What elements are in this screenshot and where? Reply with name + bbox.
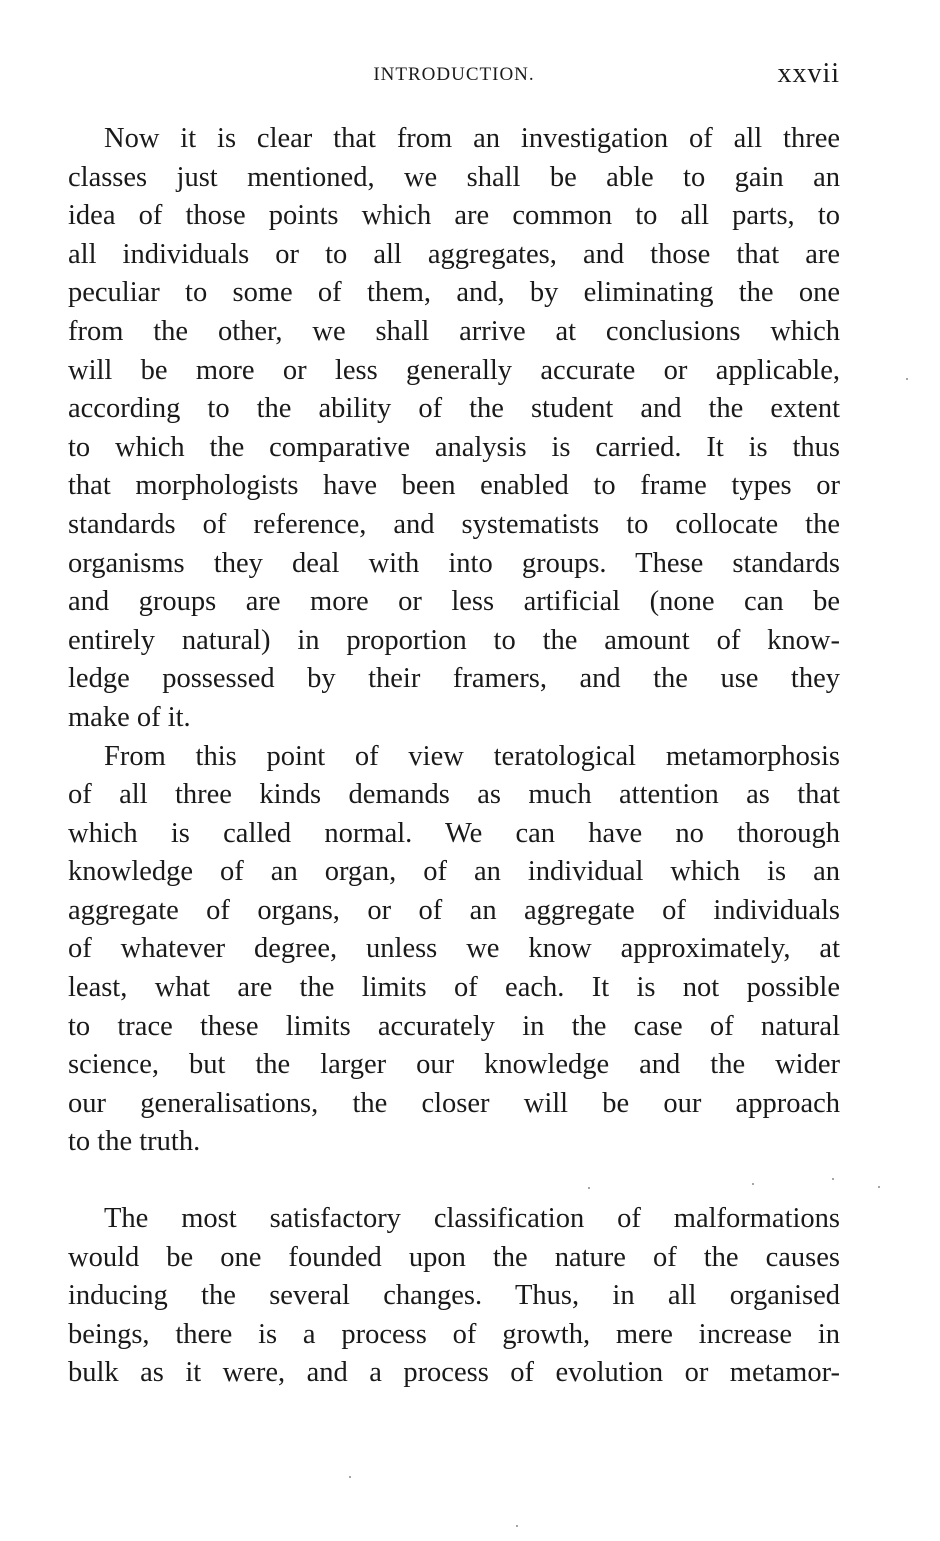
text-line: beings, there is a process of growth, mere increase in [68, 1318, 840, 1350]
scan-speck [516, 1525, 518, 1527]
paragraph-1 [68, 120, 840, 738]
text-line: The most satisfactory classification of malformations [104, 1203, 840, 1235]
section-gap [68, 1162, 840, 1200]
text-line: Now it is clear that from an investigation of all three [104, 123, 840, 154]
body-text [68, 120, 840, 1393]
text-line: classes just mentioned, we shall be able to gain an [68, 161, 840, 193]
scan-speck [752, 1183, 754, 1185]
scan-speck [906, 378, 908, 380]
text-line: to which the comparative analysis is carried. It is thus [68, 431, 840, 463]
text-line: all individuals or to all aggregates, and those that are [68, 238, 840, 270]
text-line: organisms they deal with into groups. These standards [68, 547, 840, 579]
text-line: make of it. [68, 701, 191, 733]
text-line: entirely natural) in proportion to the amount of know- [68, 624, 840, 656]
text-line: From this point of view teratological metamorphosis [104, 740, 840, 772]
running-head [68, 58, 840, 92]
text-line: from the other, we shall arrive at conclusions which [68, 315, 840, 347]
text-line: peculiar to some of them, and, by eliminating the one [68, 277, 840, 309]
text-line: inducing the several changes. Thus, in all organised [68, 1280, 840, 1312]
text-line: to trace these limits accurately in the case of natural [68, 1010, 840, 1042]
text-line: would be one founded upon the nature of the causes [68, 1241, 840, 1273]
text-line: of all three kinds demands as much attention as that [68, 779, 840, 811]
page-number: xxvii [777, 58, 840, 89]
paragraph-2 [68, 738, 840, 1163]
text-line: bulk as it were, and a process of evolution or metamor- [68, 1357, 840, 1389]
scan-speck [588, 1187, 590, 1189]
text-line: which is called normal. We can have no thorough [68, 817, 840, 849]
scan-speck [349, 1476, 351, 1478]
text-line: science, but the larger our knowledge and the wider [68, 1049, 840, 1081]
text-line: aggregate of organs, or of an aggregate of individuals [68, 894, 840, 926]
text-line: standards of reference, and systematists to collocate the [68, 508, 840, 540]
text-line: will be more or less generally accurate or applicable, [68, 354, 840, 386]
running-title: INTRODUCTION. [373, 64, 535, 85]
scan-speck [878, 1186, 880, 1188]
paragraph-3 [68, 1200, 840, 1393]
text-line: knowledge of an organ, of an individual which is an [68, 856, 840, 888]
text-line: according to the ability of the student and the extent [68, 393, 840, 425]
text-line: ledge possessed by their framers, and the use they [68, 663, 840, 695]
text-line: idea of those points which are common to all parts, to [68, 200, 840, 232]
text-line: of whatever degree, unless we know approximately, at [68, 933, 840, 965]
scan-speck [832, 1178, 834, 1180]
text-line: our generalisations, the closer will be our approach [68, 1087, 840, 1119]
text-line: least, what are the limits of each. It is not possible [68, 972, 840, 1004]
text-line: that morphologists have been enabled to frame types or [68, 470, 840, 502]
text-line: and groups are more or less artificial (none can be [68, 586, 840, 618]
text-line: to the truth. [68, 1126, 201, 1158]
